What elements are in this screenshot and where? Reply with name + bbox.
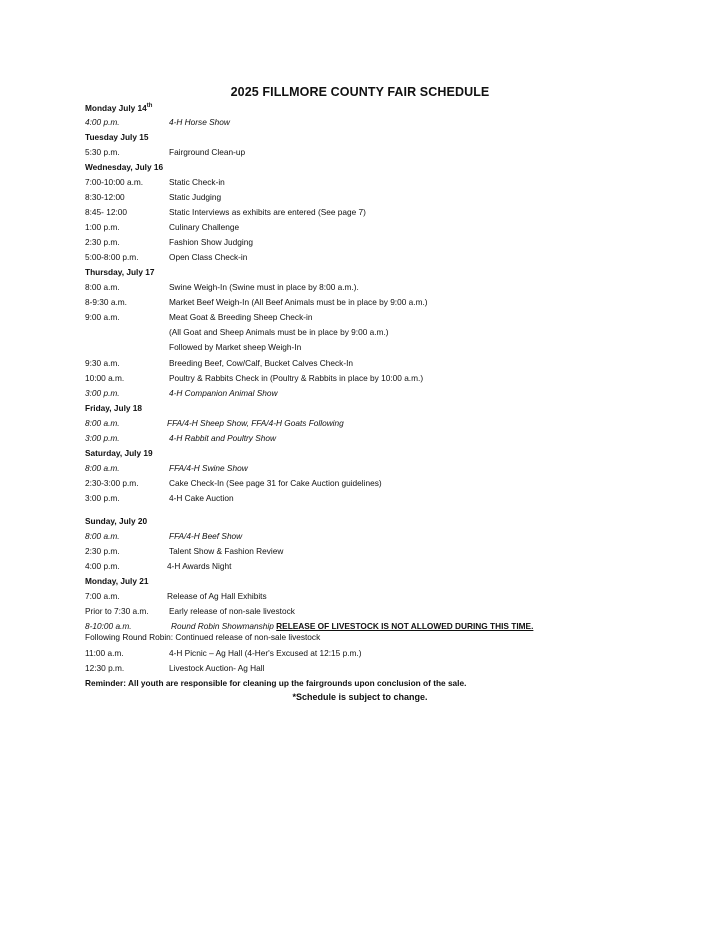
event-description: Talent Show & Fashion Review [169, 546, 284, 556]
event-description: FFA/4-H Sheep Show, FFA/4-H Goats Following [167, 418, 344, 428]
event-description: Following Round Robin: Continued release of non-sale livestock [85, 632, 321, 642]
event-description: Swine Weigh-In (Swine must in place by 8:00 a.m.). [169, 282, 359, 292]
event-description: Livestock Auction- Ag Hall [169, 663, 265, 673]
event-time: 5:00-8:00 p.m. [85, 252, 139, 262]
day-suffix: th [146, 103, 153, 109]
event-time: 4:00 p.m. [85, 117, 120, 127]
event-description: Cake Check-In (See page 31 for Cake Auction guidelines) [169, 478, 382, 488]
event-time: 3:00 p.m. [85, 433, 120, 443]
day-label: Monday July 14 [85, 102, 147, 113]
event-time: 2:30 p.m. [85, 237, 120, 247]
event-description: 4-H Awards Night [167, 561, 232, 571]
event-description: Market Beef Weigh-In (All Beef Animals must be in place by 9:00 a.m.) [169, 297, 428, 307]
event-description: 4-H Companion Animal Show [169, 388, 278, 398]
event-time: 8:00 a.m. [85, 531, 120, 541]
event-description: FFA/4-H Beef Show [169, 531, 243, 541]
event-description: (All Goat and Sheep Animals must be in place by 9:00 a.m.) [169, 327, 389, 337]
event-time: 9:00 a.m. [85, 312, 120, 322]
event-description: Early release of non-sale livestock [169, 606, 295, 616]
event-time: 7:00 a.m. [85, 591, 120, 601]
event-time: 10:00 a.m. [85, 373, 125, 383]
document-title: 2025 FILLMORE COUNTY FAIR SCHEDULE [230, 85, 490, 99]
event-description: Static Interviews as exhibits are entered (See page 7) [169, 207, 366, 217]
day-label: Thursday, July 17 [85, 267, 155, 277]
event-time: 8:00 a.m. [85, 463, 120, 473]
event-description: 4-H Horse Show [169, 117, 230, 127]
event-description: Fashion Show Judging [169, 237, 253, 247]
event-time: 8:00 a.m. [85, 282, 120, 292]
event-time: 8-10:00 a.m. [85, 621, 132, 631]
event-time: 12:30 p.m. [85, 663, 125, 673]
event-description: Fairground Clean-up [169, 147, 246, 157]
event-description: Meat Goat & Breeding Sheep Check-in [169, 312, 313, 322]
schedule-change-note: *Schedule is subject to change. [292, 692, 428, 702]
event-time: 9:30 a.m. [85, 358, 120, 368]
event-time: 11:00 a.m. [85, 648, 124, 658]
event-time: 8-9:30 a.m. [85, 297, 127, 307]
event-time: 5:30 p.m. [85, 147, 120, 157]
event-time: 3:00 p.m. [85, 493, 120, 503]
event-description: 4-H Rabbit and Poultry Show [169, 433, 276, 443]
event-time: 3:00 p.m. [85, 388, 120, 398]
event-description: Followed by Market sheep Weigh-In [169, 342, 302, 352]
day-label: Saturday, July 19 [85, 448, 153, 458]
event-time: 8:30-12:00 [85, 192, 125, 202]
event-description: Poultry & Rabbits Check in (Poultry & Rabbits in place by 10:00 a.m.) [169, 373, 424, 383]
day-label: Tuesday July 15 [85, 132, 149, 142]
event-time: 2:30-3:00 p.m. [85, 478, 139, 488]
event-time: 8:00 a.m. [85, 418, 120, 428]
event-description: 4-H Picnic – Ag Hall (4-Her's Excused at 12:15 p.m.) [169, 648, 362, 658]
event-description: Release of Ag Hall Exhibits [167, 591, 267, 601]
day-label: Sunday, July 20 [85, 516, 148, 526]
event-description: Static Judging [169, 192, 222, 202]
event-description: FFA/4-H Swine Show [169, 463, 248, 473]
event-description: Static Check-in [169, 177, 225, 187]
event-description: Open Class Check-in [169, 252, 248, 262]
event-time: 8:45- 12:00 [85, 207, 127, 217]
event-time: Prior to 7:30 a.m. [85, 606, 149, 616]
event-time: 2:30 p.m. [85, 546, 120, 556]
event-description: Culinary Challenge [169, 222, 240, 232]
day-label: Monday, July 21 [85, 576, 149, 586]
reminder-label: Reminder: All youth are responsible for cleaning up the fairgrounds upon conclusion of the sale. [85, 678, 467, 688]
event-description: Round Robin Showmanship [171, 621, 274, 631]
release-warning: RELEASE OF LIVESTOCK IS NOT ALLOWED DURING THIS TIME. [276, 621, 534, 631]
event-time: 4:00 p.m. [85, 561, 120, 571]
event-time: 7:00-10:00 a.m. [85, 177, 144, 187]
day-label: Friday, July 18 [85, 403, 143, 413]
event-description: 4-H Cake Auction [169, 493, 234, 503]
event-time: 1:00 p.m. [85, 222, 120, 232]
event-description: Breeding Beef, Cow/Calf, Bucket Calves Check-In [169, 358, 353, 368]
day-label: Wednesday, July 16 [85, 162, 164, 172]
